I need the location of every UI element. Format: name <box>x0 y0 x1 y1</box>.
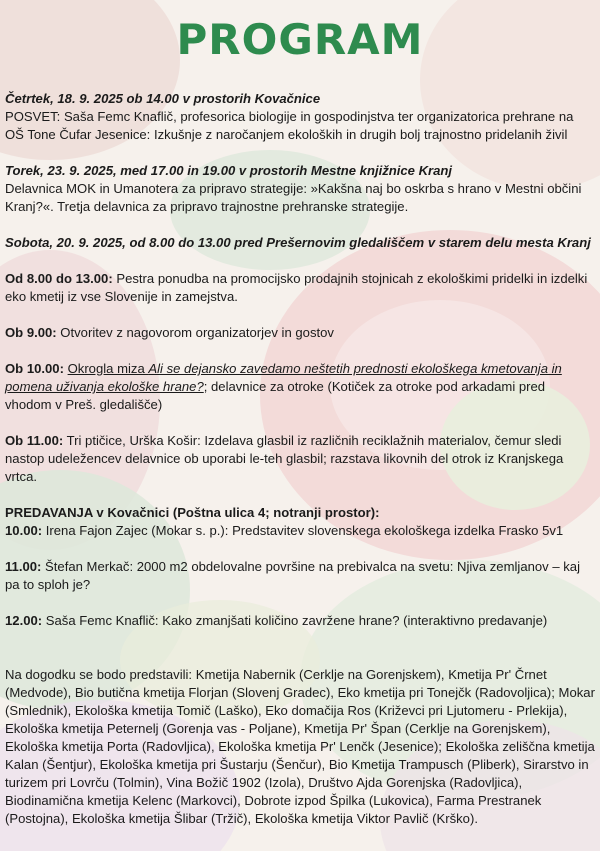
round-table-label: Okrogla miza <box>67 361 149 376</box>
program-time: Ob 11.00: <box>5 433 64 448</box>
program-text: Tri ptičice, Urška Košir: Izdelava glasbil iz različnih reciklažnih materialov, čemur sledi nastop udeležencev delavnice ob uporabi le-teh glasbil; razstava likovnih del otrok iz Kranjskega vrtca. <box>5 433 564 484</box>
lecture-time: 10.00: <box>5 523 43 538</box>
round-table-title: Ali se dejansko zavedamo neštetih prednosti ekološkega kmetovanja in pomena uživanja ekološke hrane? <box>5 361 562 394</box>
program-item <box>5 360 595 414</box>
event-date-heading: Četrtek, 18. 9. 2025 ob 14.00 v prostorih Kovačnice <box>5 91 321 106</box>
program-item <box>5 324 595 342</box>
lecture-text: Saša Femc Knaflič: Kako zmanjšati količino zavržene hrane? (interaktivno predavanje) <box>42 613 548 628</box>
lecture-text: Štefan Merkač: 2000 m2 obdelovalne površine na prebivalca na svetu: Njiva zemljanov – kaj pa to sploh je? <box>5 559 581 592</box>
lecture-time: 12.00: <box>5 613 43 628</box>
program-item <box>5 270 595 306</box>
program-time: Ob 10.00: <box>5 361 64 376</box>
program-text: Pestra ponudba na promocijsko prodajnih stojnicah z ekološkimi pridelki in izdelki eko kmetij iz vse Slovenije in zamejstva. <box>5 271 588 304</box>
lectures-heading: PREDAVANJA v Kovačnici (Poštna ulica 4; notranji prostor): <box>5 505 380 520</box>
lecture-item <box>5 612 595 630</box>
lecture-time: 11.00: <box>5 559 42 574</box>
lecture-text: Irena Fajon Zajec (Mokar s. p.): Predstavitev slovenskega ekološkega izdelka Frasko 5v1 <box>42 523 564 538</box>
exhibitors-list: Na dogodku se bodo predstavili: Kmetija Nabernik (Cerklje na Gorenjskem), Kmetija Pr' Črnet (Medvode), Bio butična kmetija Florjan (Slovenj Gradec), Eko kmetija pri Tonejčk (Radovoljica); Mokar (Smlednik), Ekološka kmetija Tomič (Laško), Eko domačija Ros (Križevci pri Ljutomeru - Prlekija), Ekološka kmetija Peternelj (Gorenja vas - Poljane), Kmetija Pr' Špan (Cerklje na Gorenjskem), Ekološka kmetija Porta (Radovljica), Ekološka kmetija Pr' Lenčk (Jesenice); Ekološka zeliščna kmetija Kalan (Šentjur), Ekološka kmetija pri Šustarju (Šenčur), Bio Kmetija Trampusch (Pliberk), Sirarstvo in turizem pri Lovrču (Tolmin), Vina Božič 1902 (Izola), Društvo Ajda Gorenjska (Radovljica), Biodinamična kmetija Kelenc (Markovci), Dobrote izpod Špilka (Lukovica), Farma Prestranek (Postojna), Ekološka kmetija Šlibar (Tržič), Ekološka kmetija Viktor Pavlič (Krško). <box>5 667 595 826</box>
program-time: Ob 9.00: <box>5 325 57 340</box>
lecture-item <box>5 558 595 594</box>
program-item <box>5 432 595 486</box>
event-description: POSVET: Saša Femc Knaflič, profesorica biologije in gospodinjstva ter organizatorica prehrane na OŠ Tone Čufar Jesenice: Izkušnje z naročanjem ekoloških in drugih bolj trajnostno pridelanih živil <box>5 109 574 142</box>
program-text: ; delavnice za otroke (Kotiček za otroke pod arkadami pred vhodom v Preš. gledališče) <box>5 379 546 412</box>
page-title: PROGRAM <box>176 15 424 64</box>
event-date-heading: Torek, 23. 9. 2025, med 17.00 in 19.00 v prostorih Mestne knjižnice Kranj <box>5 163 453 178</box>
event-date-heading: Sobota, 20. 9. 2025, od 8.00 do 13.00 pred Prešernovim gledališčem v starem delu mesta Kranj <box>5 235 591 250</box>
event-description: Delavnica MOK in Umanotera za pripravo strategije: »Kakšna naj bo oskrba s hrano v Mestni občini Kranj?«. Tretja delavnica za pripravo trajnostne prehranske strategije. <box>5 181 582 214</box>
program-time: Od 8.00 do 13.00: <box>5 271 113 286</box>
program-text: Otvoritev z nagovorom organizatorjev in gostov <box>56 325 334 340</box>
lecture-item <box>5 522 595 540</box>
